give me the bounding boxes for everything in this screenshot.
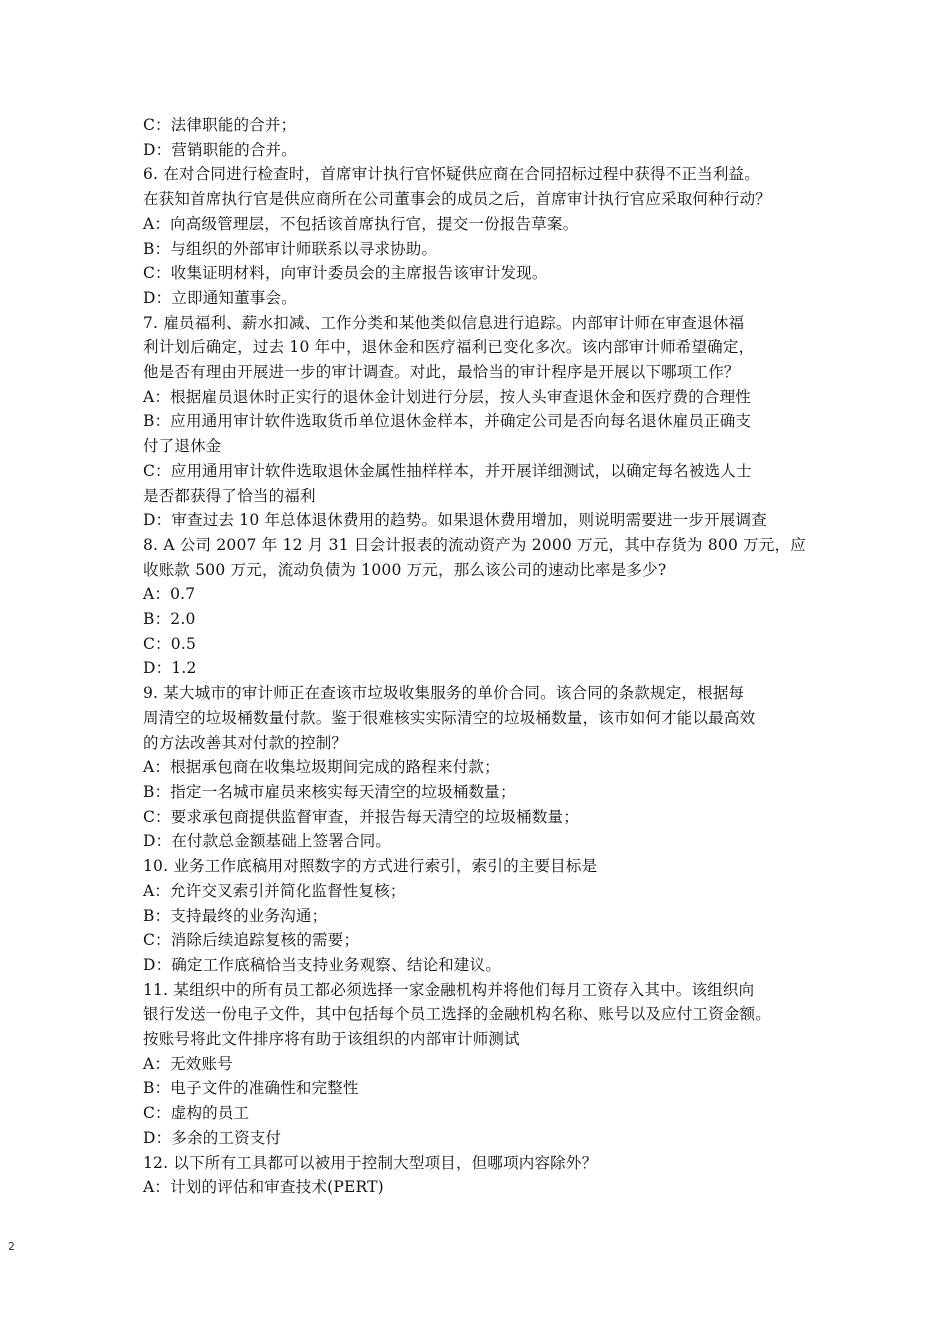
text-line: A：0.7: [143, 585, 196, 604]
text-line: 11. 某组织中的所有员工都必须选择一家金融机构并将他们每月工资存入其中。该组织向: [143, 980, 755, 999]
text-line: B：2.0: [143, 610, 196, 629]
text-line: A：计划的评估和审查技术(PERT): [143, 1178, 384, 1197]
text-line: 10. 业务工作底稿用对照数字的方式进行索引，索引的主要目标是: [143, 857, 598, 876]
text-line: 他是否有理由开展进一步的审计调查。对此，最恰当的审计程序是开展以下哪项工作？: [143, 363, 740, 382]
text-line: 付了退休金: [143, 437, 222, 456]
text-line: 9. 某大城市的审计师正在查该市垃圾收集服务的单价合同。该合同的条款规定，根据每: [143, 684, 745, 703]
text-line: 收账款 500 万元，流动负债为 1000 万元，那么该公司的速动比率是多少?: [143, 560, 667, 579]
text-line: 的方法改善其对付款的控制？: [143, 733, 348, 752]
text-line: C：要求承包商提供监督审查，并报告每天清空的垃圾桶数量；: [143, 807, 579, 826]
text-line: 周清空的垃圾桶数量付款。鉴于很难核实实际清空的垃圾桶数量，该市如何才能以最高效: [143, 708, 756, 727]
text-line: 是否都获得了恰当的福利: [143, 486, 316, 505]
text-line: D：审查过去 10 年总体退休费用的趋势。如果退休费用增加，则说明需要进一步开展调查: [143, 511, 767, 530]
text-line: 按账号将此文件排序将有助于该组织的内部审计师测试: [143, 1030, 520, 1049]
text-line: D：多余的工资支付: [143, 1128, 282, 1147]
text-line: 8. A 公司 2007 年 12 月 31 日会计报表的流动资产为 2000 万元，其中存货为 800 万元，应: [143, 535, 806, 554]
text-line: C：应用通用审计软件选取退休金属性抽样样本，并开展详细测试，以确定每名被选人士: [143, 461, 752, 480]
document-body: [143, 113, 818, 1200]
text-line: 利计划后确定，过去 10 年中，退休金和医疗福利已变化多次。该内部审计师希望确定，: [143, 338, 755, 357]
text-line: C：消除后续追踪复核的需要；: [143, 931, 360, 950]
text-line: C：0.5: [143, 634, 197, 653]
text-line: B：应用通用审计软件选取货币单位退休金样本，并确定公司是否向每名退休雇员正确支: [143, 412, 752, 431]
text-line: C：法律职能的合并；: [143, 116, 297, 134]
text-line: A：向高级管理层，不包括该首席执行官，提交一份报告草案。: [143, 214, 579, 233]
text-line: A：无效账号: [143, 1054, 233, 1073]
text-line: D：营销职能的合并。: [143, 140, 297, 159]
text-line: C：收集证明材料，向审计委员会的主席报告该审计发现。: [143, 264, 548, 283]
text-line: D：确定工作底稿恰当支持业务观察、结论和建议。: [143, 955, 502, 974]
text-line: B：与组织的外部审计师联系以寻求协助。: [143, 239, 438, 258]
text-line: 7. 雇员福利、薪水扣减、工作分类和某他类似信息进行追踪。内部审计师在审查退休福: [143, 313, 745, 332]
text-line: D：立即通知董事会。: [143, 288, 297, 307]
text-line: 在获知首席执行官是供应商所在公司董事会的成员之后，首席审计执行官应采取何种行动？: [143, 190, 772, 209]
text-line: A：根据雇员退休时正实行的退休金计划进行分层，按人头审查退休金和医疗费的合理性: [143, 387, 751, 406]
text-line: B：指定一名城市雇员来核实每天清空的垃圾桶数量；: [143, 782, 516, 801]
page-number: 2: [8, 1240, 15, 1253]
text-line: D：1.2: [143, 659, 197, 678]
text-line: B：电子文件的准确性和完整性: [143, 1079, 359, 1098]
text-line: B：支持最终的业务沟通；: [143, 906, 328, 925]
text-line: 6. 在对合同进行检查时，首席审计执行官怀疑供应商在合同招标过程中获得不正当利益。: [143, 165, 760, 184]
text-line: D：在付款总金额基础上签署合同。: [143, 832, 392, 851]
text-line: C：虚构的员工: [143, 1104, 250, 1123]
text-line: A：允许交叉索引并简化监督性复核；: [143, 881, 406, 900]
text-line: 12. 以下所有工具都可以被用于控制大型项目，但哪项内容除外？: [143, 1153, 598, 1172]
text-line: A：根据承包商在收集垃圾期间完成的路程来付款；: [143, 758, 500, 777]
text-line: 银行发送一份电子文件，其中包括每个员工选择的金融机构名称、账号以及应付工资金额。: [143, 1005, 772, 1024]
